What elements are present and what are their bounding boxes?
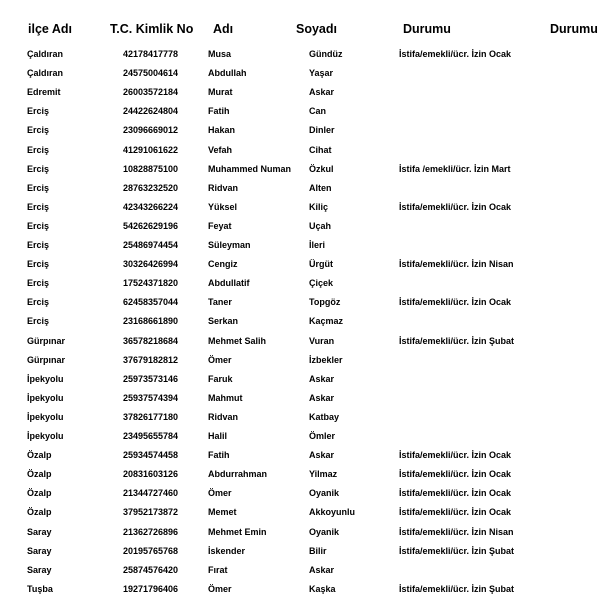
cell-adi: Hakan bbox=[208, 125, 236, 136]
header-adi: Adı bbox=[213, 22, 234, 36]
cell-soyadi: Uçah bbox=[309, 220, 332, 231]
cell-durumu: İstifa/emekli/ücr. İzin Şubat bbox=[399, 583, 515, 594]
table-row bbox=[0, 468, 600, 487]
header-tc-kimlik-no: T.C. Kimlik No bbox=[110, 22, 194, 36]
cell-adi: Vefah bbox=[208, 144, 233, 155]
cell-ilce: Saray bbox=[27, 526, 52, 537]
cell-tc-kimlik-no: 25874576420 bbox=[123, 564, 179, 575]
table-row bbox=[0, 105, 600, 124]
cell-tc-kimlik-no: 20831603126 bbox=[123, 469, 179, 480]
cell-adi: Ömer bbox=[208, 583, 232, 594]
table-row bbox=[0, 277, 600, 296]
cell-durumu: İstifa/emekli/ücr. İzin Ocak bbox=[399, 49, 512, 59]
cell-soyadi: Özkul bbox=[309, 163, 334, 174]
cell-soyadi: Katbay bbox=[309, 411, 340, 422]
table-row bbox=[0, 220, 600, 239]
cell-soyadi: Akkoyunlu bbox=[309, 507, 356, 518]
table-row bbox=[0, 258, 600, 277]
cell-tc-kimlik-no: 25937574394 bbox=[123, 392, 179, 403]
cell-adi: Abdullah bbox=[208, 68, 247, 79]
cell-adi: Ridvan bbox=[208, 411, 239, 422]
cell-soyadi: Topgöz bbox=[309, 297, 341, 308]
table-row bbox=[0, 335, 600, 354]
cell-ilce: Özalp bbox=[27, 469, 52, 480]
cell-ilce: Gürpınar bbox=[27, 335, 66, 346]
cell-adi: Murat bbox=[208, 87, 233, 98]
cell-ilce: Erciş bbox=[27, 316, 50, 327]
cell-soyadi: Bilir bbox=[309, 545, 327, 556]
cell-adi: Fırat bbox=[208, 564, 228, 575]
cell-soyadi: Can bbox=[309, 106, 327, 117]
cell-ilce: Erciş bbox=[27, 125, 50, 136]
cell-adi: Taner bbox=[208, 297, 232, 308]
cell-adi: Ömer bbox=[208, 354, 232, 365]
cell-soyadi: İzbekler bbox=[309, 354, 343, 365]
cell-tc-kimlik-no: 54262629196 bbox=[123, 220, 179, 231]
cell-soyadi: Kaşka bbox=[309, 583, 336, 594]
cell-ilce: İpekyolu bbox=[27, 392, 64, 403]
cell-ilce: Erciş bbox=[27, 201, 50, 212]
cell-tc-kimlik-no: 25973573146 bbox=[123, 373, 179, 384]
table-row bbox=[0, 487, 600, 506]
cell-soyadi: Cihat bbox=[309, 144, 332, 155]
table-row bbox=[0, 411, 600, 430]
table-row bbox=[0, 296, 600, 315]
cell-adi: Halil bbox=[208, 431, 228, 441]
cell-adi: Musa bbox=[208, 49, 232, 59]
cell-soyadi: Çiçek bbox=[309, 278, 334, 289]
cell-adi: Serkan bbox=[208, 316, 239, 327]
cell-adi: Yüksel bbox=[208, 201, 238, 212]
cell-ilce: Gürpınar bbox=[27, 354, 66, 365]
cell-soyadi: Askar bbox=[309, 392, 335, 403]
table-row bbox=[0, 564, 600, 583]
cell-durumu: İstifa/emekli/ücr. İzin Ocak bbox=[399, 201, 512, 212]
cell-adi: Abdullatif bbox=[208, 278, 250, 289]
cell-durumu: İstifa/emekli/ücr. İzin Ocak bbox=[399, 507, 512, 518]
cell-adi: Fatih bbox=[208, 106, 230, 117]
cell-tc-kimlik-no: 26003572184 bbox=[123, 87, 179, 98]
table-row bbox=[0, 86, 600, 105]
cell-ilce: Özalp bbox=[27, 450, 52, 461]
cell-soyadi: Dinler bbox=[309, 125, 335, 136]
cell-ilce: İpekyolu bbox=[27, 411, 64, 422]
header-soyadi: Soyadı bbox=[296, 22, 337, 36]
table-row bbox=[0, 163, 600, 182]
cell-soyadi: İleri bbox=[309, 240, 326, 250]
cell-ilce: Erciş bbox=[27, 297, 50, 308]
cell-tc-kimlik-no: 23096669012 bbox=[123, 125, 179, 136]
table-row bbox=[0, 392, 600, 411]
cell-adi: Süleyman bbox=[208, 240, 251, 250]
table-row bbox=[0, 315, 600, 334]
cell-tc-kimlik-no: 19271796406 bbox=[123, 583, 179, 594]
cell-soyadi: Yaşar bbox=[309, 68, 334, 79]
cell-adi: Mehmet Salih bbox=[208, 335, 267, 346]
cell-durumu: İstifa/emekli/ücr. İzin Ocak bbox=[399, 488, 512, 499]
cell-tc-kimlik-no: 28763232520 bbox=[123, 182, 179, 193]
header-durumu: Durumu bbox=[403, 22, 451, 36]
cell-ilce: Erciş bbox=[27, 144, 50, 155]
cell-durumu: İstifa/emekli/ücr. İzin Ocak bbox=[399, 450, 512, 461]
cell-tc-kimlik-no: 21362726896 bbox=[123, 526, 179, 537]
cell-ilce: Erciş bbox=[27, 163, 50, 174]
table-row bbox=[0, 124, 600, 143]
cell-durumu: İstifa/emekli/ücr. İzin Nisan bbox=[399, 259, 514, 270]
cell-soyadi: Ömler bbox=[309, 431, 336, 441]
cell-ilce: Edremit bbox=[27, 87, 61, 98]
cell-ilce: Erciş bbox=[27, 220, 50, 231]
cell-durumu: İstifa/emekli/ücr. İzin Nisan bbox=[399, 526, 514, 537]
table-row bbox=[0, 354, 600, 373]
cell-tc-kimlik-no: 23495655784 bbox=[123, 431, 179, 441]
cell-ilce: Özalp bbox=[27, 488, 52, 499]
cell-ilce: Erciş bbox=[27, 106, 50, 117]
cell-tc-kimlik-no: 24575004614 bbox=[123, 68, 179, 79]
cell-adi: Muhammed Numan bbox=[208, 163, 292, 174]
cell-soyadi: Yilmaz bbox=[309, 469, 338, 480]
cell-adi: Mahmut bbox=[208, 392, 243, 403]
cell-soyadi: Kaçmaz bbox=[309, 316, 344, 327]
cell-durumu: İstifa/emekli/ücr. İzin Ocak bbox=[399, 297, 512, 308]
table-row bbox=[0, 449, 600, 468]
table-row bbox=[0, 583, 600, 602]
cell-soyadi: Oyanik bbox=[309, 488, 340, 499]
cell-soyadi: Oyanik bbox=[309, 526, 340, 537]
table-row bbox=[0, 144, 600, 163]
cell-ilce: Tuşba bbox=[27, 583, 53, 594]
cell-durumu: İstifa/emekli/ücr. İzin Şubat bbox=[399, 545, 515, 556]
cell-tc-kimlik-no: 23168661890 bbox=[123, 316, 179, 327]
cell-tc-kimlik-no: 37679182812 bbox=[123, 354, 179, 365]
cell-tc-kimlik-no: 36578218684 bbox=[123, 335, 179, 346]
table-row bbox=[0, 545, 600, 564]
cell-ilce: Çaldıran bbox=[27, 68, 64, 79]
cell-ilce: İpekyolu bbox=[27, 431, 64, 441]
cell-adi: Mehmet Emin bbox=[208, 526, 267, 537]
cell-adi: İskender bbox=[208, 545, 246, 556]
cell-tc-kimlik-no: 25934574458 bbox=[123, 450, 179, 461]
cell-soyadi: Ürgüt bbox=[309, 259, 333, 270]
cell-adi: Faruk bbox=[208, 373, 233, 384]
cell-adi: Memet bbox=[208, 507, 237, 518]
cell-soyadi: Askar bbox=[309, 87, 335, 98]
cell-tc-kimlik-no: 21344727460 bbox=[123, 488, 179, 499]
cell-soyadi: Vuran bbox=[309, 335, 335, 346]
table-row bbox=[0, 239, 600, 258]
table-row bbox=[0, 506, 600, 525]
table-row bbox=[0, 67, 600, 86]
cell-ilce: Erciş bbox=[27, 240, 50, 250]
cell-ilce: Erciş bbox=[27, 182, 50, 193]
cell-tc-kimlik-no: 37826177180 bbox=[123, 411, 179, 422]
header-ilce: ilçe Adı bbox=[28, 22, 72, 36]
cell-tc-kimlik-no: 42178417778 bbox=[123, 49, 179, 59]
cell-adi: Ömer bbox=[208, 488, 232, 499]
cell-tc-kimlik-no: 62458357044 bbox=[123, 297, 179, 308]
header-durumu-2: Durumu bbox=[550, 22, 598, 36]
cell-durumu: İstifa/emekli/ücr. İzin Şubat bbox=[399, 335, 515, 346]
table-row bbox=[0, 182, 600, 201]
cell-ilce: Saray bbox=[27, 545, 52, 556]
cell-ilce: Erciş bbox=[27, 278, 50, 289]
cell-tc-kimlik-no: 10828875100 bbox=[123, 163, 179, 174]
cell-soyadi: Askar bbox=[309, 564, 335, 575]
table-row bbox=[0, 373, 600, 392]
cell-durumu: İstifa /emekli/ücr. İzin Mart bbox=[399, 163, 511, 174]
table-row bbox=[0, 430, 600, 449]
cell-ilce: Saray bbox=[27, 564, 52, 575]
cell-tc-kimlik-no: 30326426994 bbox=[123, 259, 179, 270]
cell-soyadi: Askar bbox=[309, 450, 335, 461]
cell-tc-kimlik-no: 37952173872 bbox=[123, 507, 179, 518]
cell-soyadi: Askar bbox=[309, 373, 335, 384]
table-row bbox=[0, 526, 600, 545]
cell-adi: Abdurrahman bbox=[208, 469, 268, 480]
table-row bbox=[0, 48, 600, 67]
cell-ilce: İpekyolu bbox=[27, 373, 64, 384]
cell-adi: Ridvan bbox=[208, 182, 239, 193]
cell-tc-kimlik-no: 20195765768 bbox=[123, 545, 179, 556]
cell-tc-kimlik-no: 41291061622 bbox=[123, 144, 179, 155]
cell-ilce: Erciş bbox=[27, 259, 50, 270]
cell-tc-kimlik-no: 42343266224 bbox=[123, 201, 179, 212]
cell-soyadi: Kiliç bbox=[309, 201, 329, 212]
cell-ilce: Çaldıran bbox=[27, 49, 64, 59]
cell-adi: Cengiz bbox=[208, 259, 238, 270]
cell-tc-kimlik-no: 24422624804 bbox=[123, 106, 179, 117]
cell-soyadi: Gündüz bbox=[309, 49, 343, 59]
cell-adi: Feyat bbox=[208, 220, 232, 231]
cell-adi: Fatih bbox=[208, 450, 230, 461]
cell-ilce: Özalp bbox=[27, 507, 52, 518]
cell-durumu: İstifa/emekli/ücr. İzin Ocak bbox=[399, 469, 512, 480]
cell-tc-kimlik-no: 17524371820 bbox=[123, 278, 179, 289]
cell-soyadi: Alten bbox=[309, 182, 332, 193]
cell-tc-kimlik-no: 25486974454 bbox=[123, 240, 179, 250]
table-row bbox=[0, 201, 600, 220]
